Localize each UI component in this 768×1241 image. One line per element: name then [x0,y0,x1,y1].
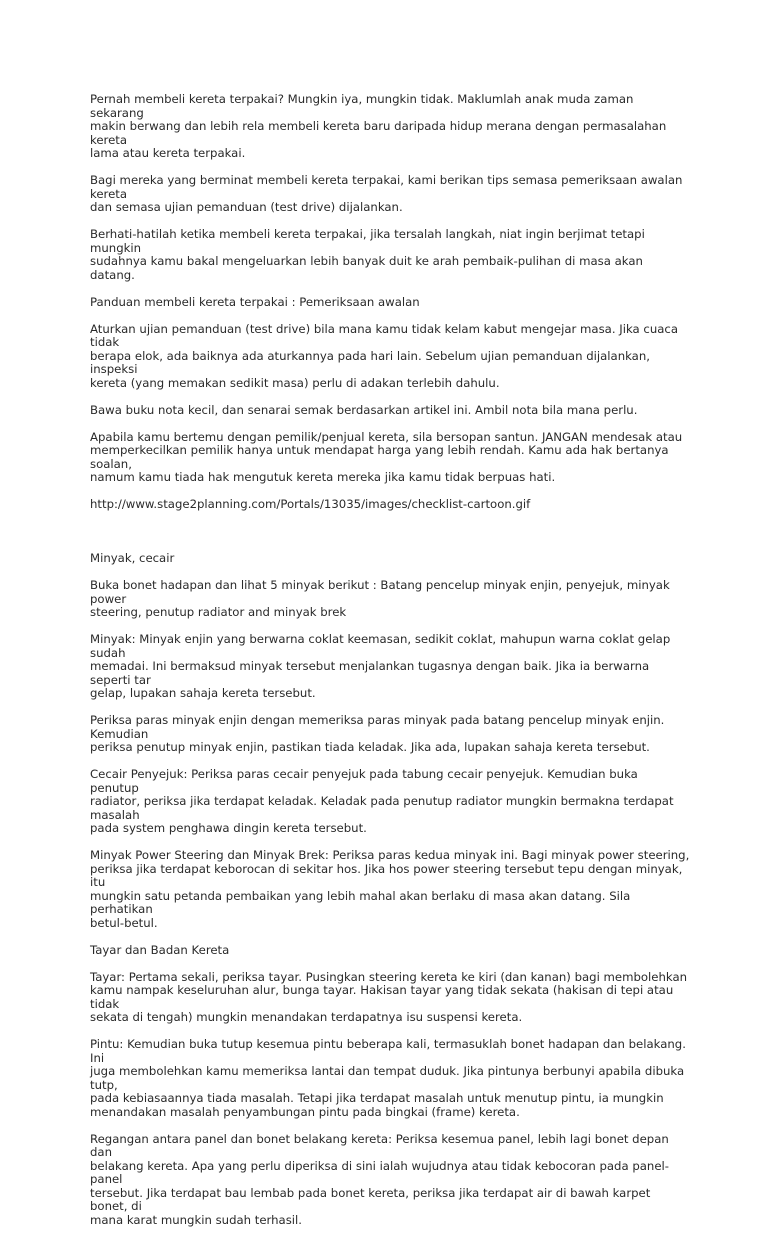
section-heading-inspection: Panduan membeli kereta terpakai : Pemeriksaan awalan [90,294,420,309]
section-heading-tyres-body: Tayar dan Badan Kereta [90,942,230,957]
image-url-text: http://www.stage2planning.com/Portals/13035/images/checklist-cartoon.gif [90,497,531,511]
fluids-overview-paragraph: Buka bonet hadapan dan lihat 5 minyak berikut : Batang pencelup minyak enjin, penyejuk, minyak power steering, penutup radiator and minyak brek [90,578,670,619]
doors-paragraph: Pintu: Kemudian buka tutup kesemua pintu beberapa kali, termasuklah bonet hadapan dan belakang. Ini juga membolehkan kamu memeriksa lantai dan tempat duduk. Jika pintunya berbunyi apabila dibuka tutp, pada kebiasaannya tiada masalah. Tetapi jika terdapat masalah untuk menutup pintu, ia mungkin menandakan masalah penyambungan pintu pada bingkai (frame) kereta. [90,1037,686,1119]
courtesy-paragraph: Apabila kamu bertemu dengan pemilik/penjual kereta, sila bersopan santun. JANGAN mendesak atau memperkecilkan pemilik hanya untuk mendapat harga yang lebih rendah. Kamu ada hak bertanya soalan, namum kamu tiada hak mengutuk kereta mereka jika kamu tidak berpuas hati. [90,429,683,484]
coolant-paragraph: Cecair Penyejuk: Periksa paras cecair penyejuk pada tabung cecair penyejuk. Kemudian buka penutup radiator, periksa jika terdapat keladak. Keladak pada penutup radiator mungkin bermakna terdapat masalah pada system penghawa dingin kereta tersebut. [90,767,674,835]
tips-paragraph: Bagi mereka yang berminat membeli kereta terpakai, kami berikan tips semasa pemeriksaan awalan kereta dan semasa ujian pemanduan (test drive) dijalankan. [90,173,683,214]
test-drive-paragraph: Aturkan ujian pemanduan (test drive) bila mana kamu tidak kelam kabut mengejar masa. Jika cuaca tidak berapa elok, ada baiknya ada aturkannya pada hari lain. Sebelum ujian pemanduan dijalankan, inspeksi kereta (yang memakan sedikit masa) perlu di adakan terlebih dahulu. [90,321,678,390]
warning-paragraph: Berhati-hatilah ketika membeli kereta terpakai, jika tersalah langkah, niat ingin berjimat tetapi mungkin sudahnya kamu bakal mengeluarkan lebih banyak duit ke arah pembaik-pulihan di masa akan datang. [90,227,645,282]
notebook-paragraph: Bawa buku nota kecil, dan senarai semak berdasarkan artikel ini. Ambil nota bila mana perlu. [90,402,638,417]
oil-level-paragraph: Periksa paras minyak enjin dengan memeriksa paras minyak pada batang pencelup minyak enjin. Kemudian periksa penutup minyak enjin, pastikan tiada keladak. Jika ada, lupakan sahaja kereta tersebut. [90,713,665,754]
blank-gap [90,525,690,552]
panel-gap-paragraph: Regangan antara panel dan bonet belakang kereta: Periksa kesemua panel, lebih lagi bonet depan dan belakang kereta. Apa yang perlu diperiksa di sini ialah wujudnya atau tidak kebocoran pada panel-panel tersebut. Jika terdapat bau lembab pada bonet kereta, periksa jika terdapat air di bawah karpet bonet, di mana karat mungkin sudah terhasil. [90,1131,669,1227]
document-body [90,93,690,1241]
section-heading-fluids: Minyak, cecair [90,551,175,565]
power-steering-brake-paragraph: Minyak Power Steering dan Minyak Brek: Periksa paras kedua minyak ini. Bagi minyak power steering, periksa jika terdapat keborocan di sekitar hos. Jika hos power steering tersebut tepu dengan minyak, itu mungkin satu petanda pembaikan yang lebih mahal akan berlaku di masa akan datang. Sila perhatikan betul-betul. [90,848,690,930]
engine-oil-paragraph: Minyak: Minyak enjin yang berwarna coklat keemasan, sedikit coklat, mahupun warna coklat gelap sudah memadai. Ini bermaksud minyak tersebut menjalankan tugasnya dengan baik. Jika ia berwarna seperti tar gelap, lupakan sahaja kereta tersebut. [90,632,671,700]
intro-paragraph: Pernah membeli kereta terpakai? Mungkin iya, mungkin tidak. Maklumlah anak muda zaman sekarang makin berwang dan lebih rela membeli kereta baru daripada hidup merana dengan permasalahan kereta lama atau kereta terpakai. [90,92,667,160]
tyres-paragraph: Tayar: Pertama sekali, periksa tayar. Pusingkan steering kereta ke kiri (dan kanan) bagi membolehkan kamu nampak keseluruhan alur, bunga tayar. Hakisan tayar yang tidak sekata (hakisan di tepi atau tidak sekata di tengah) mungkin menandakan terdapatnya isu suspensi kereta. [90,969,688,1024]
